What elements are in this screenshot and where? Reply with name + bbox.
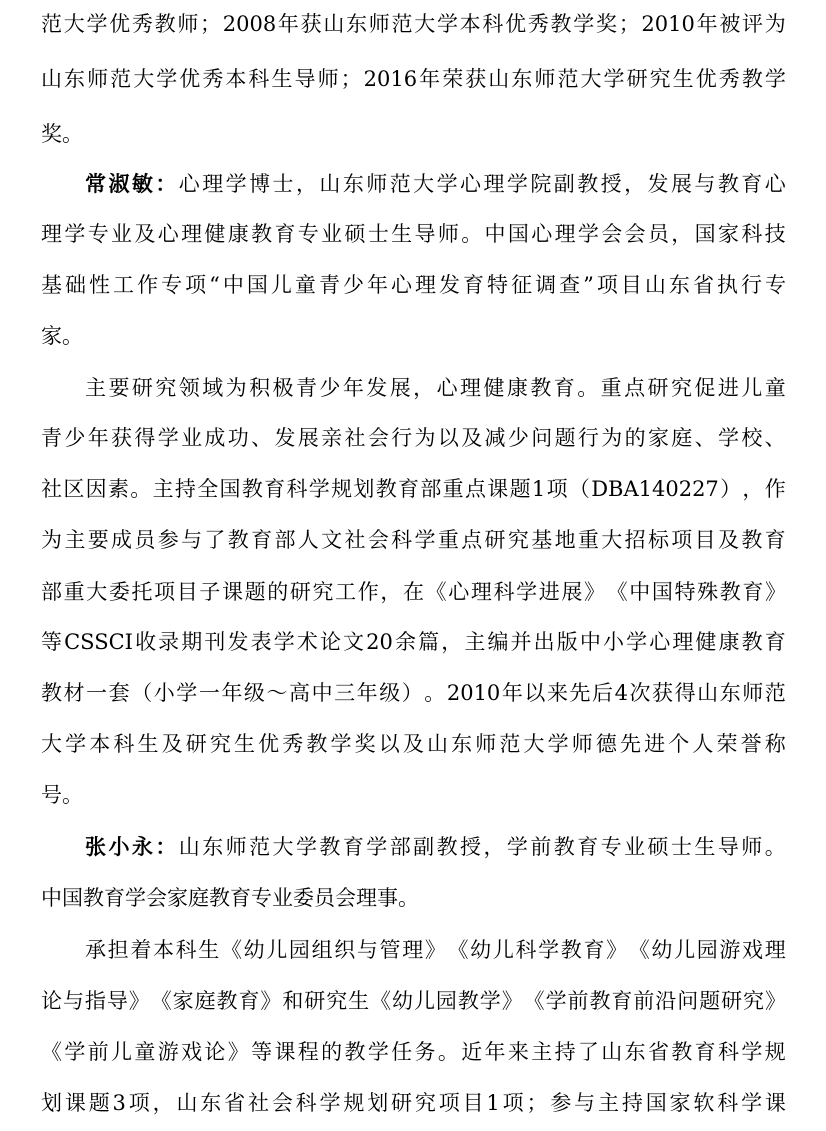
text-line: 常 淑 敏 ： 心 理 学 博 士 ， 山 东 师 范 大 学 心 理 学 院 副 教 授 ， 发 展 与 教 育 心 <box>85 171 786 196</box>
text-line: 《 学 前 儿 童 游 戏 论 》 等 课 程 的 教 学 任 务 。 近 年 来 主 持 了 山 东 省 教 育 科 学 规 <box>41 1040 786 1064</box>
text-line: 论 与 指 导 》 《 家 庭 教 育 》 和 研 究 生 《 幼 儿 园 教 学 》 《 学 前 教 育 前 沿 问 题 研 究 》 <box>41 989 786 1013</box>
text-line: 为 主 要 成 员 参 与 了 教 育 部 人 文 社 会 科 学 重 点 研 究 基 地 重 大 招 标 项 目 及 教 育 <box>41 528 786 552</box>
text-line: 中 国 教 育 学 会 家 庭 教 育 专 业 委 员 会 理 事 。 <box>41 886 419 910</box>
text-line: 承 担 着 本 科 生 《 幼 儿 园 组 织 与 管 理 》 《 幼 儿 科 学 教 育 》 《 幼 儿 园 游 戏 理 <box>85 938 786 962</box>
text-line: 张 小 永 ： 山 东 师 范 大 学 教 育 学 部 副 教 授 ， 学 前 教 育 专 业 硕 士 生 导 师 。 <box>85 834 786 859</box>
text-line: 等 CSSCI 收 录 期 刊 发 表 学 术 论 文 20 余 篇 ， 主 编 并 出 版 中 小 学 心 理 健 康 教 育 <box>41 630 786 654</box>
text-line: 范 大 学 优 秀 教 师 ； 2008 年 获 山 东 师 范 大 学 本 科 优 秀 教 学 奖 ； 2010 年 被 评 为 <box>41 12 786 36</box>
text-line: 青 少 年 获 得 学 业 成 功 、 发 展 亲 社 会 行 为 以 及 减 少 问 题 行 为 的 家 庭 、 学 校 、 <box>41 426 786 450</box>
text-line: 奖 。 <box>41 122 83 146</box>
text-line: 理 学 专 业 及 心 理 健 康 教 育 专 业 硕 士 生 导 师 。 中 国 心 理 学 会 会 员 ， 国 家 科 技 <box>41 222 786 246</box>
text-line: 划 课 题 3 项 ， 山 东 省 社 会 科 学 规 划 研 究 项 目 1 项 ； 参 与 主 持 国 家 软 科 学 课 <box>41 1091 786 1115</box>
text-line: 主 要 研 究 领 域 为 积 极 青 少 年 发 展 ， 心 理 健 康 教 育 。 重 点 研 究 促 进 儿 童 <box>85 376 786 400</box>
text-line: 家 。 <box>41 324 83 348</box>
text-line: 大 学 本 科 生 及 研 究 生 优 秀 教 学 奖 以 及 山 东 师 范 大 学 师 德 先 进 个 人 荣 誉 称 <box>41 732 786 756</box>
text-line: 部 重 大 委 托 项 目 子 课 题 的 研 究 工 作 ， 在 《 心 理 科 学 进 展 》 《 中 国 特 殊 教 育 》 <box>41 580 786 604</box>
text-line: 社 区 因 素 。 主 持 全 国 教 育 科 学 规 划 教 育 部 重 点 课 题 1 项 （ DBA140227 ） ， 作 <box>41 477 786 501</box>
text-line: 山 东 师 范 大 学 优 秀 本 科 生 导 师 ； 2016 年 荣 获 山 东 师 范 大 学 研 究 生 优 秀 教 学 <box>41 67 786 91</box>
text-line: 号 。 <box>41 783 83 807</box>
text-line: 教 材 一 套 （ 小 学 一 年 级 ～ 高 中 三 年 级 ） 。 2010 年 以 来 先 后 4 次 获 得 山 东 师 范 <box>41 681 786 705</box>
text-line: 基 础 性 工 作 专 项 “ 中 国 儿 童 青 少 年 心 理 发 育 特 征 调 查 ” 项 目 山 东 省 执 行 专 <box>41 273 786 297</box>
